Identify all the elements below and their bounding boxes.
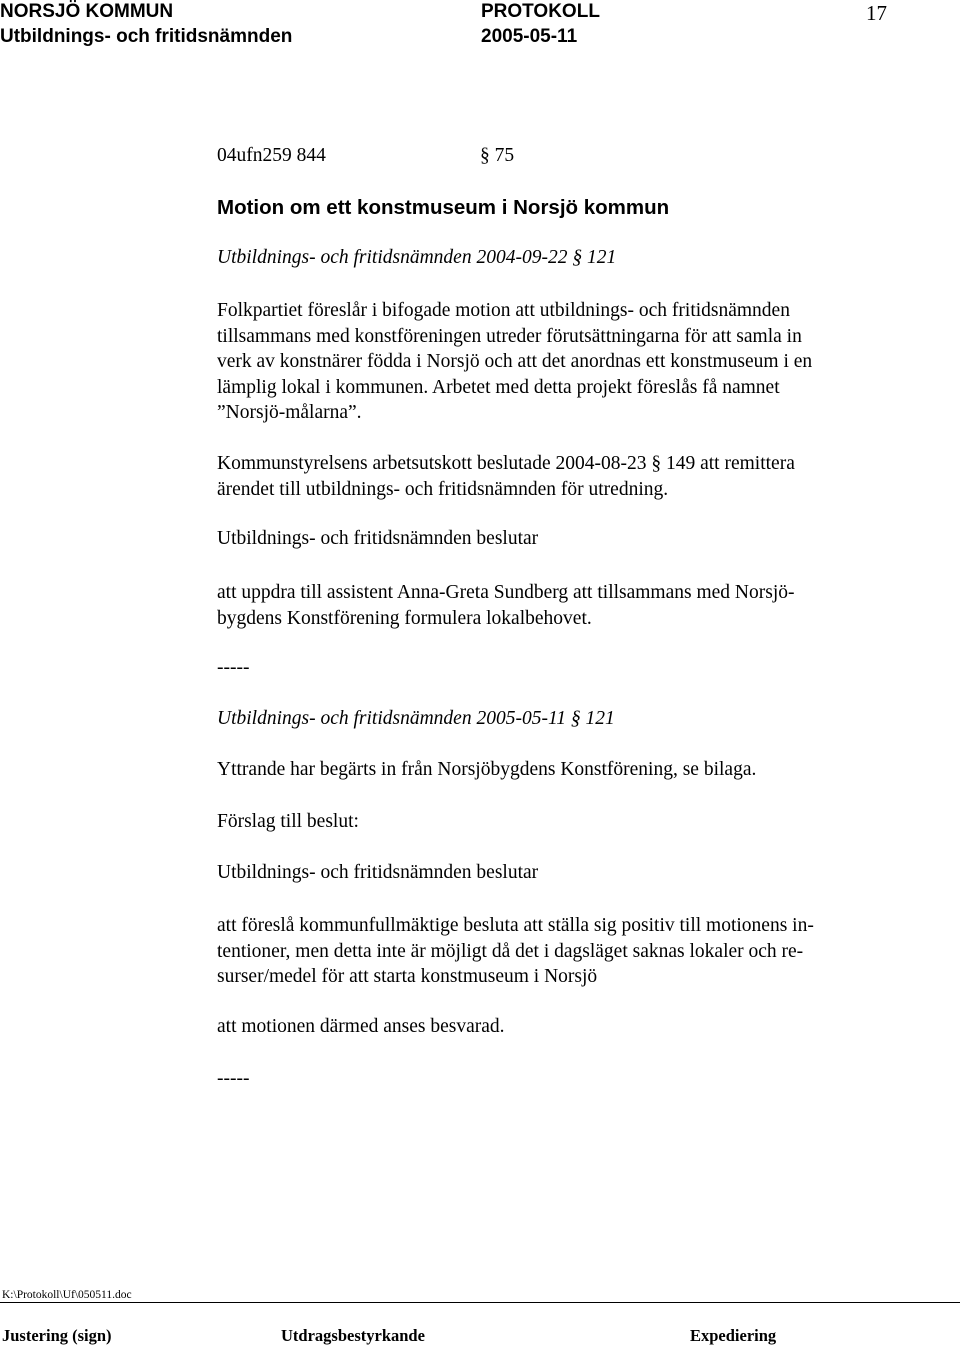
text-line: tentioner, men detta inte är möjligt då det i dagsläget saknas lokaler och re-: [217, 940, 804, 962]
paragraph-sign: §: [651, 453, 662, 474]
sign-label: Justering (sign): [2, 1326, 112, 1345]
decision-heading-2004: Utbildnings- och fritidsnämnden beslutar: [217, 528, 539, 549]
certification-label: Utdragsbestyrkande: [281, 1326, 425, 1345]
text-line: Folkpartiet föreslår i bifogade motion att utbildnings- och fritidsnämnden: [217, 300, 790, 321]
text-line: bygdens Konstförening formulera lokalbehovet.: [217, 607, 592, 629]
paragraph-ref: [480, 145, 514, 167]
document-type: PROTOKOLL: [481, 1, 600, 22]
text-line: att föreslå kommunfullmäktige besluta att ställa sig positiv till motionens in-: [217, 915, 814, 936]
separator: -----: [217, 1068, 250, 1089]
paragraph-number: 75: [494, 145, 515, 166]
decision-answer: att motionen därmed anses besvarad.: [217, 1016, 505, 1037]
page-number: 17: [866, 1, 887, 25]
case-id: 04ufn259 844: [217, 145, 326, 166]
history-heading-2005: [217, 708, 615, 730]
history-body-2005: Utbildnings- och fritidsnämnden 2005-05-11: [217, 708, 566, 729]
document-date: 2005-05-11: [481, 26, 578, 47]
history-body-2004: Utbildnings- och fritidsnämnden 2004-09-22: [217, 247, 568, 268]
paragraph-sign: §: [570, 708, 581, 729]
file-path: K:\Protokoll\Uf\050511.doc: [2, 1289, 132, 1301]
footer-divider: [0, 1302, 960, 1303]
dispatch-label: Expediering: [690, 1326, 777, 1345]
motion-summary: [217, 298, 907, 426]
statement-text: Yttrande har begärts in från Norsjöbygdens Konstförening, se bilaga.: [217, 759, 757, 780]
text-line: surser/medel för att starta konstmuseum i Norsjö: [217, 966, 598, 987]
ks-referral: [217, 451, 907, 502]
proposal-label: Förslag till beslut:: [217, 811, 359, 832]
text-line: ärendet till utbildnings- och fritidsnämnden för utredning.: [217, 478, 669, 500]
decision-text-2004: [217, 580, 907, 631]
paragraph-sign: §: [572, 247, 583, 268]
case-title: Motion om ett konstmuseum i Norsjö kommun: [217, 196, 670, 219]
history-number-2005: 121: [585, 708, 615, 729]
history-heading-2004: [217, 247, 616, 269]
separator: -----: [217, 657, 250, 678]
paragraph-sign: §: [480, 145, 490, 166]
decision-text-2005: [217, 913, 907, 990]
org-name: NORSJÖ KOMMUN: [0, 1, 174, 22]
text-line: ”Norsjö-målarna”.: [217, 402, 362, 423]
committee-name: Utbildnings- och fritidsnämnden: [0, 26, 293, 47]
decision-heading-2005: Utbildnings- och fritidsnämnden beslutar: [217, 862, 539, 883]
text-line: att uppdra till assistent Anna-Greta Sundberg att tillsammans med Norsjö-: [217, 582, 795, 603]
history-number-2004: 121: [586, 247, 617, 268]
text-line: verk av konstnärer födda i Norsjö och att det anordnas ett konstmuseum i en: [217, 351, 813, 372]
text-line: Kommunstyrelsens arbetsutskott beslutade 2004-08-23 § 149 att remittera: [217, 453, 795, 474]
text-line: tillsammans med konstföreningen utreder förutsättningarna för att samla in: [217, 325, 802, 347]
text-line: lämplig lokal i kommunen. Arbetet med detta projekt föreslås få namnet: [217, 376, 780, 398]
